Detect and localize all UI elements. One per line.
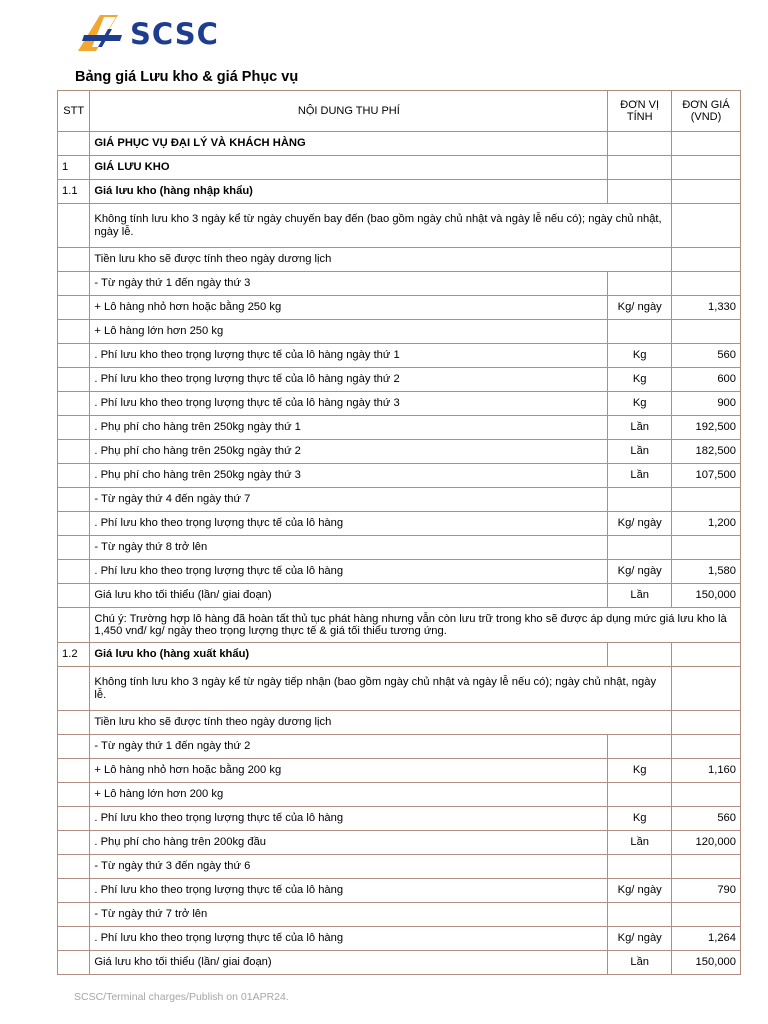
cell-stt: 1 [58, 156, 90, 180]
cell-price [672, 248, 741, 272]
cell-content: + Lô hàng nhỏ hơn hoặc bằng 250 kg [90, 296, 608, 320]
cell-content: + Lô hàng lớn hơn 250 kg [90, 320, 608, 344]
cell-price [672, 488, 741, 512]
cell-stt [58, 512, 90, 536]
cell-unit [608, 536, 672, 560]
cell-content: - Từ ngày thứ 3 đến ngày thứ 6 [90, 855, 608, 879]
cell-stt [58, 951, 90, 975]
cell-price [672, 320, 741, 344]
table-row [58, 416, 741, 440]
cell-price [672, 903, 741, 927]
cell-unit [608, 855, 672, 879]
header-content: NỘI DUNG THU PHÍ [90, 91, 608, 132]
table-row [58, 440, 741, 464]
table-row [58, 180, 741, 204]
table-row [58, 156, 741, 180]
cell-stt [58, 296, 90, 320]
cell-stt [58, 536, 90, 560]
table-row [58, 807, 741, 831]
table-row [58, 879, 741, 903]
cell-content: . Phí lưu kho theo trọng lượng thực tế của lô hàng ngày thứ 3 [90, 392, 608, 416]
table-row [58, 320, 741, 344]
table-row [58, 248, 741, 272]
table-row [58, 392, 741, 416]
cell-unit: Kg [608, 759, 672, 783]
cell-stt [58, 667, 90, 711]
cell-content: . Phụ phí cho hàng trên 250kg ngày thứ 1 [90, 416, 608, 440]
cell-content: + Lô hàng lớn hơn 200 kg [90, 783, 608, 807]
cell-content: . Phí lưu kho theo trọng lượng thực tế của lô hàng [90, 927, 608, 951]
cell-content: + Lô hàng nhỏ hơn hoặc bằng 200 kg [90, 759, 608, 783]
cell-content: - Từ ngày thứ 1 đến ngày thứ 2 [90, 735, 608, 759]
cell-content: Tiền lưu kho sẽ được tính theo ngày dương lịch [90, 711, 672, 735]
table-row [58, 711, 741, 735]
cell-stt [58, 132, 90, 156]
cell-price: 192,500 [672, 416, 741, 440]
cell-stt [58, 831, 90, 855]
cell-unit [608, 180, 672, 204]
cell-price: 900 [672, 392, 741, 416]
table-row [58, 903, 741, 927]
cell-unit [608, 903, 672, 927]
cell-stt [58, 735, 90, 759]
cell-stt [58, 584, 90, 608]
cell-unit: Kg/ ngày [608, 879, 672, 903]
cell-price [672, 536, 741, 560]
cell-content: . Phí lưu kho theo trọng lượng thực tế của lô hàng ngày thứ 1 [90, 344, 608, 368]
cell-stt [58, 783, 90, 807]
cell-content: GIÁ PHỤC VỤ ĐẠI LÝ VÀ KHÁCH HÀNG [90, 132, 608, 156]
header-price: ĐƠN GIÁ (VND) [672, 91, 741, 132]
table-header-row [58, 91, 741, 132]
table-row [58, 735, 741, 759]
cell-price [672, 204, 741, 248]
cell-stt: 1.2 [58, 643, 90, 667]
cell-stt [58, 344, 90, 368]
cell-unit [608, 156, 672, 180]
cell-unit: Kg [608, 807, 672, 831]
cell-price: 790 [672, 879, 741, 903]
cell-price: 1,200 [672, 512, 741, 536]
cell-price [672, 735, 741, 759]
table-row [58, 560, 741, 584]
cell-stt [58, 440, 90, 464]
cell-price: 107,500 [672, 464, 741, 488]
cell-content: Không tính lưu kho 3 ngày kể từ ngày tiếp nhận (bao gồm ngày chủ nhật và ngày lễ nếu có); ngày chủ nhật, ngày lễ. [90, 667, 672, 711]
cell-content: - Từ ngày thứ 1 đến ngày thứ 3 [90, 272, 608, 296]
table-row [58, 667, 741, 711]
table-row [58, 132, 741, 156]
table-row [58, 368, 741, 392]
cell-stt [58, 248, 90, 272]
cell-stt [58, 855, 90, 879]
table-row [58, 608, 741, 643]
cell-stt [58, 392, 90, 416]
cell-content: - Từ ngày thứ 7 trở lên [90, 903, 608, 927]
cell-unit: Lần [608, 584, 672, 608]
cell-price [672, 180, 741, 204]
cell-stt [58, 927, 90, 951]
cell-content: . Phí lưu kho theo trọng lượng thực tế của lô hàng ngày thứ 2 [90, 368, 608, 392]
cell-stt [58, 464, 90, 488]
price-table [57, 90, 741, 975]
cell-price: 150,000 [672, 951, 741, 975]
cell-price [672, 783, 741, 807]
table-row [58, 344, 741, 368]
cell-stt: 1.1 [58, 180, 90, 204]
cell-content: Giá lưu kho (hàng xuất khẩu) [90, 643, 608, 667]
cell-stt [58, 759, 90, 783]
table-row [58, 855, 741, 879]
cell-price: 560 [672, 344, 741, 368]
header-unit: ĐƠN VỊ TÍNH [608, 91, 672, 132]
cell-unit: Kg/ ngày [608, 560, 672, 584]
cell-unit [608, 488, 672, 512]
cell-unit: Kg [608, 368, 672, 392]
cell-unit: Kg [608, 392, 672, 416]
cell-price [672, 132, 741, 156]
cell-stt [58, 560, 90, 584]
cell-stt [58, 608, 90, 643]
cell-stt [58, 272, 90, 296]
cell-price: 560 [672, 807, 741, 831]
cell-price: 182,500 [672, 440, 741, 464]
cell-content: . Phí lưu kho theo trọng lượng thực tế của lô hàng [90, 512, 608, 536]
cell-content: - Từ ngày thứ 8 trở lên [90, 536, 608, 560]
cell-unit: Lần [608, 831, 672, 855]
cell-price [672, 667, 741, 711]
table-row [58, 951, 741, 975]
cell-content: - Từ ngày thứ 4 đến ngày thứ 7 [90, 488, 608, 512]
cell-stt [58, 488, 90, 512]
cell-content: Tiền lưu kho sẽ được tính theo ngày dương lịch [90, 248, 672, 272]
table-row [58, 512, 741, 536]
cell-price [672, 711, 741, 735]
logo-text: SCSC [130, 17, 219, 51]
cell-content: . Phí lưu kho theo trọng lượng thực tế của lô hàng [90, 560, 608, 584]
table-row [58, 584, 741, 608]
cell-price [672, 156, 741, 180]
footer-note: SCSC/Terminal charges/Publish on 01APR24. [74, 991, 289, 1003]
cell-unit: Lần [608, 464, 672, 488]
cell-unit: Lần [608, 951, 672, 975]
table-row [58, 759, 741, 783]
document-title: Bảng giá Lưu kho & giá Phục vụ [75, 69, 299, 85]
table-row [58, 643, 741, 667]
cell-content: Giá lưu kho tối thiểu (lần/ giai đoạn) [90, 584, 608, 608]
header-stt: STT [58, 91, 90, 132]
cell-price [672, 855, 741, 879]
cell-stt [58, 807, 90, 831]
cell-content: . Phí lưu kho theo trọng lượng thực tế của lô hàng [90, 879, 608, 903]
cell-unit [608, 735, 672, 759]
cell-price: 1,580 [672, 560, 741, 584]
cell-content: . Phụ phí cho hàng trên 250kg ngày thứ 3 [90, 464, 608, 488]
scsc-logo-icon [78, 13, 128, 53]
table-row [58, 783, 741, 807]
table-row [58, 204, 741, 248]
cell-unit [608, 783, 672, 807]
cell-unit: Kg/ ngày [608, 927, 672, 951]
cell-unit [608, 132, 672, 156]
cell-stt [58, 368, 90, 392]
cell-content: . Phụ phí cho hàng trên 250kg ngày thứ 2 [90, 440, 608, 464]
cell-price: 120,000 [672, 831, 741, 855]
cell-unit: Kg/ ngày [608, 512, 672, 536]
cell-price: 600 [672, 368, 741, 392]
cell-stt [58, 204, 90, 248]
cell-unit: Kg [608, 344, 672, 368]
cell-content: . Phí lưu kho theo trọng lượng thực tế của lô hàng [90, 807, 608, 831]
cell-unit: Lần [608, 416, 672, 440]
cell-price [672, 643, 741, 667]
table-row [58, 927, 741, 951]
table-row [58, 272, 741, 296]
cell-content: Giá lưu kho (hàng nhập khẩu) [90, 180, 608, 204]
table-row [58, 464, 741, 488]
cell-price [672, 272, 741, 296]
cell-content: . Phụ phí cho hàng trên 200kg đầu [90, 831, 608, 855]
cell-stt [58, 903, 90, 927]
cell-stt [58, 416, 90, 440]
cell-unit [608, 272, 672, 296]
cell-stt [58, 320, 90, 344]
cell-content: GIÁ LƯU KHO [90, 156, 608, 180]
cell-stt [58, 711, 90, 735]
scsc-logo [78, 13, 238, 53]
table-row [58, 536, 741, 560]
table-row [58, 296, 741, 320]
cell-unit: Lần [608, 440, 672, 464]
cell-price: 1,264 [672, 927, 741, 951]
cell-content: Không tính lưu kho 3 ngày kể từ ngày chuyến bay đến (bao gồm ngày chủ nhật và ngày lễ nếu có); ngày chủ nhật, ngày lễ. [90, 204, 672, 248]
cell-price: 1,330 [672, 296, 741, 320]
cell-unit: Kg/ ngày [608, 296, 672, 320]
cell-note: Chú ý: Trường hợp lô hàng đã hoàn tất thủ tục phát hàng nhưng vẫn còn lưu trữ trong kho sẽ được áp dụng mức giá lưu kho là 1,450 vnđ/ kg/ ngày theo trọng lượng thực tế & giá tối thiểu tương ứng. [90, 608, 741, 643]
cell-unit [608, 320, 672, 344]
table-row [58, 488, 741, 512]
cell-unit [608, 643, 672, 667]
cell-content: Giá lưu kho tối thiểu (lần/ giai đoạn) [90, 951, 608, 975]
cell-price: 1,160 [672, 759, 741, 783]
cell-stt [58, 879, 90, 903]
table-row [58, 831, 741, 855]
cell-price: 150,000 [672, 584, 741, 608]
